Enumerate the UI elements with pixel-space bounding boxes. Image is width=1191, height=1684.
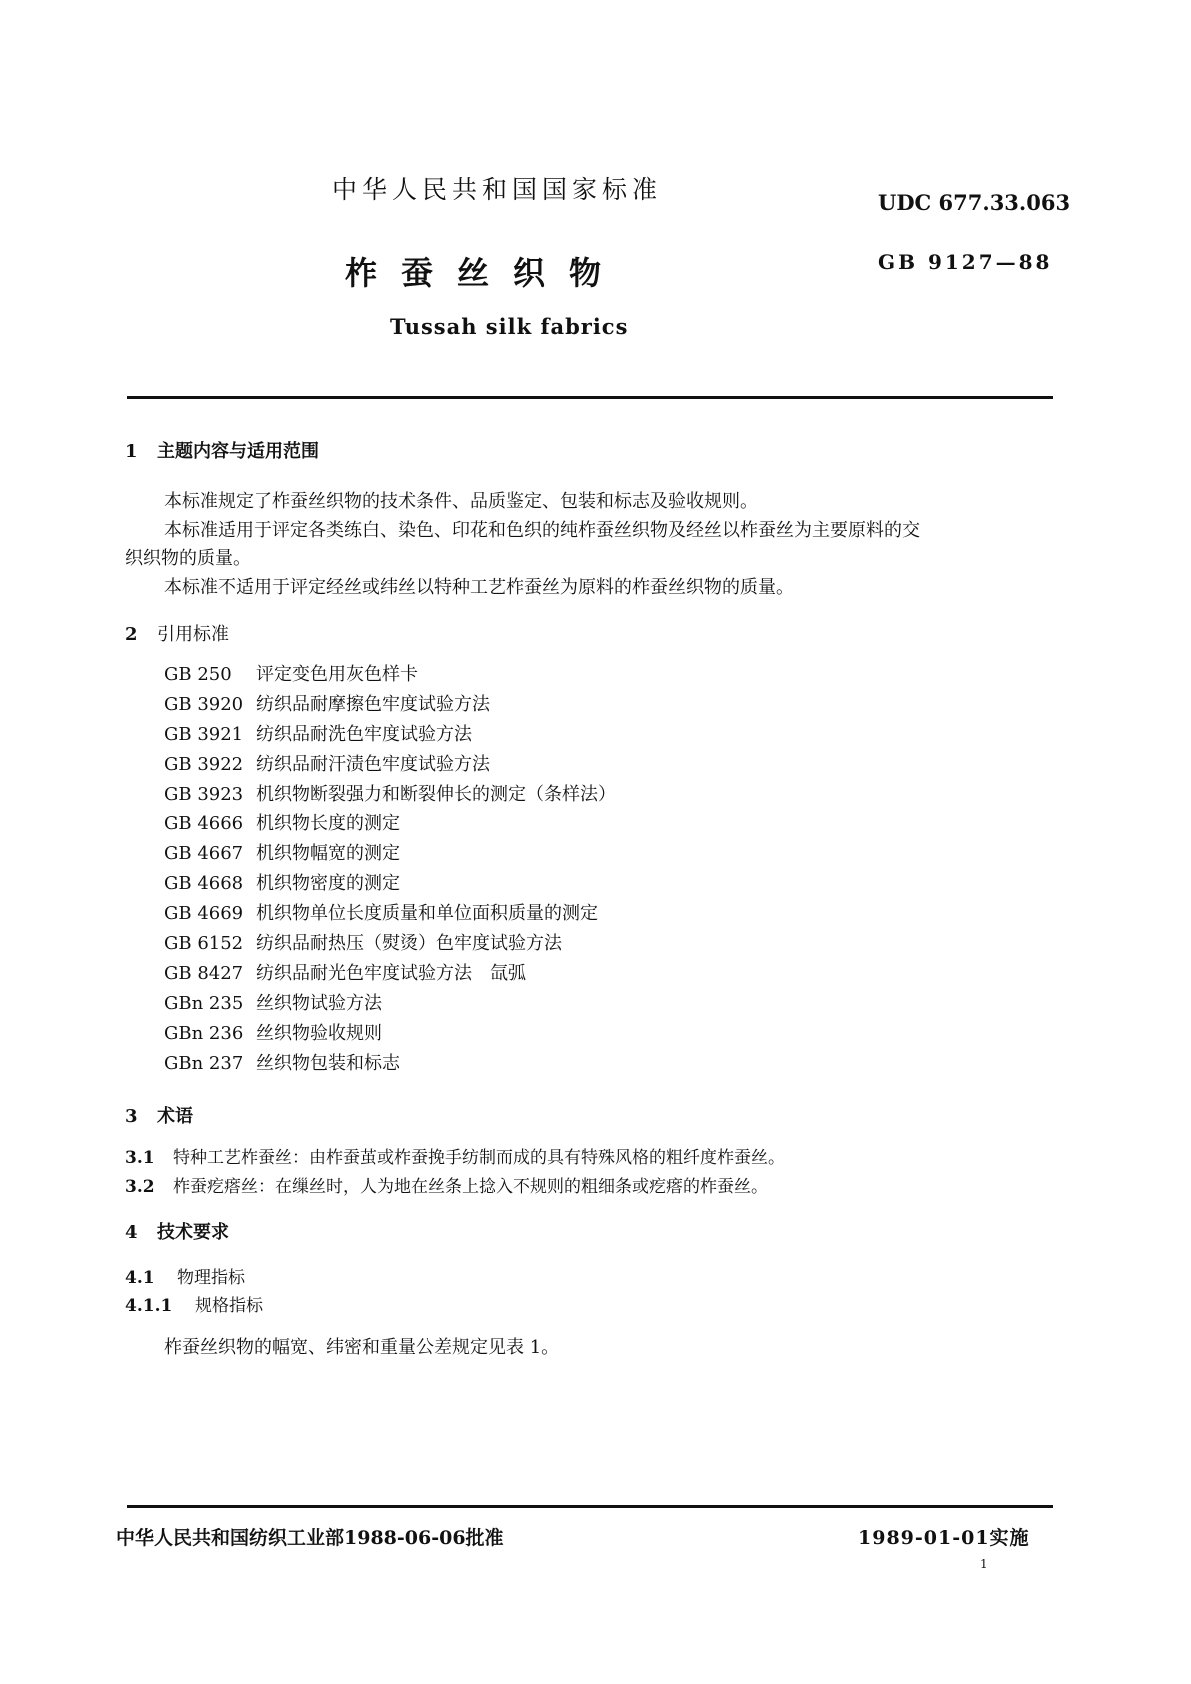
section-number: 2 bbox=[125, 624, 138, 645]
reference-code: GBn 235 bbox=[164, 992, 244, 1014]
reference-code: GB 8427 bbox=[164, 962, 244, 984]
reference-item bbox=[164, 1019, 616, 1049]
subsection-title: 物理指标 bbox=[177, 1268, 245, 1288]
reference-title: 纺织品耐热压（熨烫）色牢度试验方法 bbox=[256, 933, 562, 955]
section-title: 技术要求 bbox=[157, 1222, 229, 1243]
reference-title: 丝织物包装和标志 bbox=[256, 1052, 400, 1074]
reference-title: 纺织品耐洗色牢度试验方法 bbox=[256, 723, 472, 745]
reference-item bbox=[164, 959, 616, 989]
approval-line: 中华人民共和国纺织工业部1988-06-06批准 bbox=[116, 1527, 504, 1549]
reference-list bbox=[164, 660, 616, 1078]
standard-number: GB 9127—88 bbox=[878, 250, 1053, 274]
reference-item bbox=[164, 809, 616, 839]
paragraph: 柞蚕丝织物的幅宽、纬密和重量公差规定见表 1。 bbox=[164, 1337, 560, 1358]
reference-code: GB 250 bbox=[164, 664, 232, 685]
subsection-title: 规格指标 bbox=[195, 1296, 263, 1316]
reference-title: 丝织物试验方法 bbox=[256, 992, 382, 1014]
reference-item bbox=[164, 660, 616, 690]
reference-code: GBn 237 bbox=[164, 1052, 244, 1074]
udc-code: UDC 677.33.063 bbox=[878, 190, 1071, 215]
document-title-en: Tussah silk fabrics bbox=[390, 314, 629, 339]
implementation-date: 1989-01-01实施 bbox=[858, 1527, 1030, 1549]
paragraph: 本标准规定了柞蚕丝织物的技术条件、品质鉴定、包装和标志及验收规则。 bbox=[164, 491, 758, 512]
reference-item bbox=[164, 690, 616, 720]
standard-organization: 中华人民共和国国家标准 bbox=[332, 175, 663, 204]
section-1-heading bbox=[125, 437, 319, 463]
reference-title: 丝织物验收规则 bbox=[256, 1022, 382, 1044]
reference-title: 机织物长度的测定 bbox=[256, 813, 400, 835]
reference-item bbox=[164, 720, 616, 750]
reference-code: GB 4666 bbox=[164, 813, 244, 835]
subsection-heading bbox=[125, 1291, 263, 1316]
reference-title: 纺织品耐汗渍色牢度试验方法 bbox=[256, 753, 490, 775]
page-number: 1 bbox=[980, 1557, 988, 1571]
header-rule bbox=[127, 396, 1053, 399]
reference-code: GB 3920 bbox=[164, 693, 244, 715]
reference-code: GB 6152 bbox=[164, 933, 244, 955]
reference-title: 机织物幅宽的测定 bbox=[256, 843, 400, 865]
reference-item bbox=[164, 869, 616, 899]
reference-code: GB 3922 bbox=[164, 753, 244, 775]
term-text: 柞蚕疙瘩丝：在缫丝时，人为地在丝条上捻入不规则的粗细条或疙瘩的柞蚕丝。 bbox=[173, 1177, 768, 1197]
section-number: 1 bbox=[125, 441, 138, 462]
section-title: 引用标准 bbox=[157, 624, 229, 645]
section-3-heading bbox=[125, 1102, 193, 1128]
reference-title: 纺织品耐摩擦色牢度试验方法 bbox=[256, 693, 490, 715]
reference-title: 机织物断裂强力和断裂伸长的测定（条样法） bbox=[256, 783, 616, 805]
paragraph: 本标准不适用于评定经丝或纬丝以特种工艺柞蚕丝为原料的柞蚕丝织物的质量。 bbox=[164, 577, 794, 598]
reference-title: 机织物单位长度质量和单位面积质量的测定 bbox=[256, 903, 598, 925]
section-number: 4 bbox=[125, 1222, 138, 1243]
section-2-heading bbox=[125, 620, 229, 646]
reference-item bbox=[164, 989, 616, 1019]
reference-code: GB 4668 bbox=[164, 873, 244, 895]
term-text: 特种工艺柞蚕丝：由柞蚕茧或柞蚕挽手纺制而成的具有特殊风格的粗纤度柞蚕丝。 bbox=[173, 1148, 785, 1168]
reference-code: GBn 236 bbox=[164, 1022, 244, 1044]
footer-rule bbox=[127, 1505, 1053, 1508]
document-title-cn: 柞蚕丝织物 bbox=[345, 254, 626, 292]
reference-code: GB 4669 bbox=[164, 903, 244, 925]
reference-title: 评定变色用灰色样卡 bbox=[256, 664, 418, 685]
reference-item bbox=[164, 750, 616, 780]
reference-title: 机织物密度的测定 bbox=[256, 873, 400, 895]
reference-item bbox=[164, 839, 616, 869]
paragraph: 本标准适用于评定各类练白、染色、印花和色织的纯柞蚕丝织物及经丝以柞蚕丝为主要原料的交 bbox=[164, 520, 920, 541]
reference-item bbox=[164, 899, 616, 929]
section-number: 3 bbox=[125, 1106, 138, 1127]
term-definition bbox=[125, 1172, 768, 1197]
reference-code: GB 4667 bbox=[164, 843, 244, 865]
paragraph-continuation: 织织物的质量。 bbox=[125, 548, 251, 569]
subsection-heading bbox=[125, 1263, 245, 1288]
reference-code: GB 3923 bbox=[164, 783, 244, 805]
reference-item bbox=[164, 780, 616, 810]
term-number: 3.1 bbox=[125, 1148, 155, 1168]
section-title: 主题内容与适用范围 bbox=[157, 441, 319, 462]
reference-code: GB 3921 bbox=[164, 723, 244, 745]
section-title: 术语 bbox=[157, 1106, 193, 1127]
section-4-heading bbox=[125, 1218, 229, 1244]
term-definition bbox=[125, 1143, 785, 1168]
subsection-number: 4.1 bbox=[125, 1268, 155, 1288]
reference-title: 纺织品耐光色牢度试验方法 氙弧 bbox=[256, 962, 526, 984]
reference-item bbox=[164, 1049, 616, 1079]
term-number: 3.2 bbox=[125, 1177, 155, 1197]
reference-item bbox=[164, 929, 616, 959]
subsection-number: 4.1.1 bbox=[125, 1296, 173, 1316]
